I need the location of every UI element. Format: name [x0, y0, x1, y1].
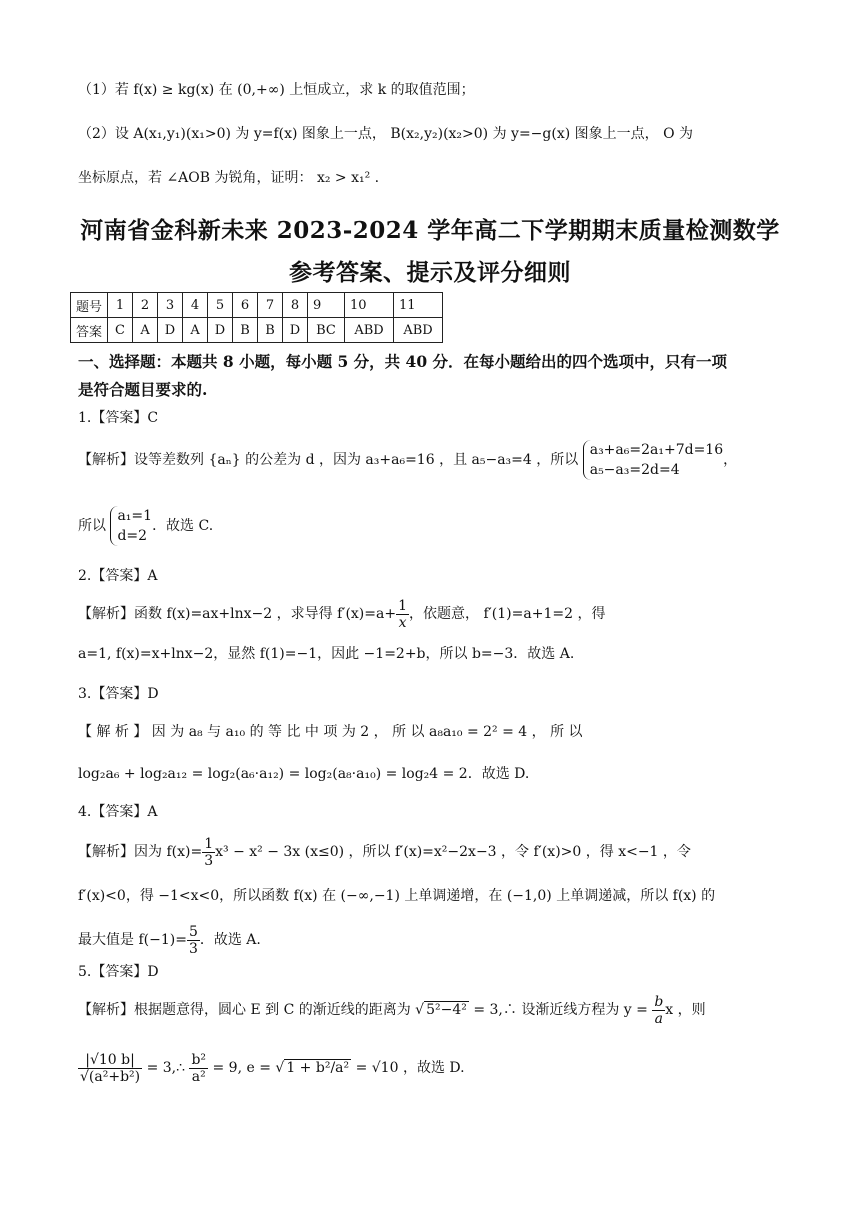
- q5-text1b: = 3,∴ 设渐近线方程为 y =: [468, 1002, 648, 1018]
- q1-text2b: ．故选 C.: [152, 518, 214, 534]
- q2-frac-den: x: [398, 614, 407, 631]
- table-cell: D: [283, 318, 308, 343]
- q4-explanation-line2: f′(x)<0，得 −1<x<0，所以函数 f(x) 在 (−∞,−1) 上单调递增，在 (−1,0) 上单调递减，所以 f(x) 的: [78, 888, 716, 904]
- q4-frac-den: 3: [204, 852, 214, 869]
- q1-eq4: d=2: [117, 528, 148, 544]
- q2-explanation-line1: [78, 594, 605, 634]
- q5-frac-num: b: [654, 993, 664, 1010]
- q1-system: [583, 440, 723, 480]
- q4-frac2-num: 5: [188, 923, 198, 940]
- table-cell: 11: [394, 293, 443, 318]
- q4-frac2-den: 3: [188, 940, 198, 957]
- table-cell: B: [258, 318, 283, 343]
- table-cell: B: [233, 318, 258, 343]
- q1-system2: [110, 506, 152, 546]
- table-cell: ABD: [394, 318, 443, 343]
- q5-frac3-den: a²: [191, 1068, 206, 1085]
- q1-answer: 1.【答案】C: [78, 410, 159, 426]
- q4-explanation-line1: [78, 832, 691, 872]
- doc-title: 河南省金科新未来 2023-2024 学年高二下学期期末质量检测数学: [80, 217, 780, 244]
- table-cell: 9: [308, 293, 345, 318]
- q4-fraction: [202, 836, 215, 869]
- q4-answer: 4.【答案】A: [78, 804, 158, 820]
- q5-explanation-line2: [78, 1046, 465, 1090]
- q5-text1c: x ，则: [665, 1002, 706, 1018]
- q3-explanation-line1: 【 解 析 】 因 为 a₈ 与 a₁₀ 的 等 比 中 项 为 2 ， 所 以 a₈a₁₀ = 2² = 4 ， 所 以: [78, 724, 583, 740]
- q1-eq1: a₃+a₆=2a₁+7d=16: [589, 442, 724, 458]
- table-cell: C: [108, 318, 133, 343]
- q5-radicand: 5²−4²: [426, 1002, 467, 1018]
- table-cell: 6: [233, 293, 258, 318]
- q5-frac2-den: √(a²+b²): [80, 1068, 141, 1085]
- q5-text2b: = 9, e = √: [212, 1060, 285, 1076]
- q5-text2c: = √10 ，故选 D.: [355, 1060, 465, 1076]
- q1-explanation-line1: [78, 436, 737, 484]
- problem-part2-line1: （2）设 A(x₁,y₁)(x₁>0) 为 y=f(x) 图象上一点， B(x₂,y₂)(x₂>0) 为 y=−g(x) 图象上一点， O 为: [78, 126, 694, 142]
- problem-part2-line2: 坐标原点，若 ∠AOB 为锐角，证明： x₂ > x₁² .: [78, 170, 380, 186]
- q5-text1a: 【解析】根据题意得，圆心 E 到 C 的渐近线的距离为 √: [78, 1002, 425, 1018]
- q1-eq2: a₅−a₃=2d=4: [589, 462, 680, 478]
- q4-text1b: x³ − x² − 3x (x≤0) ，所以 f′(x)=x²−2x−3 ，令 f′(x)>0 ，得 x<−1 ，令: [215, 844, 691, 860]
- q2-fraction: [396, 598, 409, 631]
- q5-radicand2: 1 + b²/a²: [286, 1060, 350, 1076]
- q2-text1a: 【解析】函数 f(x)=ax+lnx−2 ，求导得 f′(x)=a+: [78, 606, 397, 622]
- q1-explanation-line2: [78, 502, 213, 550]
- q5-fraction2: [78, 1052, 142, 1085]
- table-cell: 2: [133, 293, 158, 318]
- answer-table: [70, 292, 443, 343]
- q5-frac2-num: |√10 b|: [78, 1052, 142, 1069]
- table-cell: BC: [308, 318, 345, 343]
- table-cell: 1: [108, 293, 133, 318]
- q2-frac-num: 1: [398, 597, 407, 614]
- table-cell: 8: [283, 293, 308, 318]
- section-heading-line1: 一、选择题：本题共 8 小题，每小题 5 分，共 40 分．在每小题给出的四个选项中，只有一项: [78, 352, 728, 371]
- q1-text: 【解析】设等差数列 {aₙ} 的公差为 d ，因为 a₃+a₆=16 ，且 a₅−a₃=4 ，所以: [78, 452, 579, 468]
- q5-fraction3: [189, 1052, 208, 1085]
- q4-frac-num: 1: [204, 835, 214, 852]
- table-cell: ABD: [345, 318, 394, 343]
- table-cell: 3: [158, 293, 183, 318]
- table-row: [71, 318, 443, 343]
- table-cell: D: [208, 318, 233, 343]
- q2-answer: 2.【答案】A: [78, 568, 158, 584]
- table-cell: 7: [258, 293, 283, 318]
- table-cell: A: [183, 318, 208, 343]
- doc-subtitle: 参考答案、提示及评分细则: [289, 259, 571, 286]
- q5-frac3-num: b²: [191, 1051, 207, 1068]
- table-cell: 题号: [71, 293, 108, 318]
- table-cell: D: [158, 318, 183, 343]
- q5-text2a: = 3,∴: [146, 1060, 186, 1076]
- q4-fraction2: [187, 924, 200, 957]
- q5-explanation-line1: [78, 990, 706, 1030]
- q5-answer: 5.【答案】D: [78, 964, 159, 980]
- q1-comma: ，: [723, 452, 738, 468]
- table-cell: A: [133, 318, 158, 343]
- q4-text3b: ．故选 A.: [199, 932, 261, 948]
- q3-answer: 3.【答案】D: [78, 686, 159, 702]
- q4-text3a: 最大值是 f(−1)=: [78, 932, 187, 948]
- q4-text1a: 【解析】因为 f(x)=: [78, 844, 203, 860]
- table-cell: 答案: [71, 318, 108, 343]
- q1-eq3: a₁=1: [117, 508, 153, 524]
- table-cell: 4: [183, 293, 208, 318]
- q5-fraction: [652, 994, 665, 1027]
- q2-explanation-line2: a=1, f(x)=x+lnx−2，显然 f(1)=−1，因此 −1=2+b，所以 b=−3．故选 A.: [78, 646, 575, 662]
- q5-frac-den: a: [654, 1010, 663, 1027]
- table-cell: 10: [345, 293, 394, 318]
- q3-explanation-line2: log₂a₆ + log₂a₁₂ = log₂(a₆·a₁₂) = log₂(a₈·a₁₀) = log₂4 = 2．故选 D.: [78, 766, 530, 782]
- table-row: [71, 293, 443, 318]
- q4-explanation-line3: [78, 920, 261, 960]
- problem-part1: （1）若 f(x) ≥ kg(x) 在 (0,+∞) 上恒成立，求 k 的取值范围；: [78, 82, 475, 98]
- table-cell: 5: [208, 293, 233, 318]
- section-heading-line2: 是符合题目要求的.: [78, 380, 208, 399]
- q1-text2a: 所以: [78, 518, 106, 534]
- q2-text1b: ，依题意， f′(1)=a+1=2 ，得: [409, 606, 606, 622]
